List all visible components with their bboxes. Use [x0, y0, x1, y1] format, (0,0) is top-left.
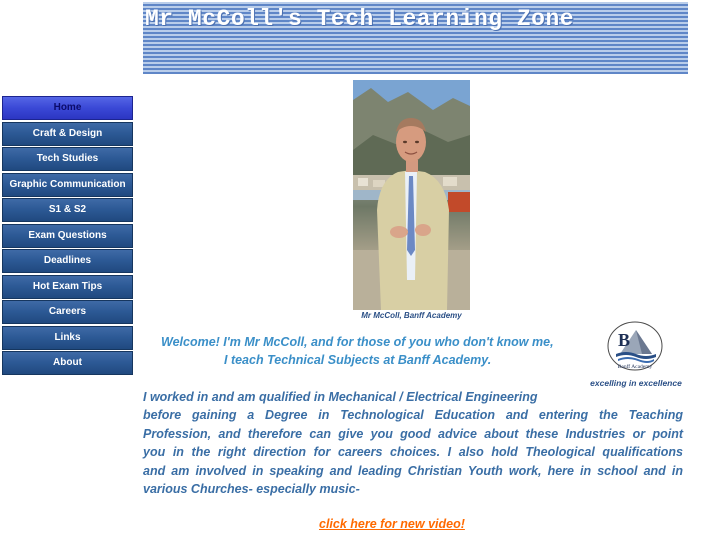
nav-item-craft-design[interactable]: Craft & Design: [2, 122, 133, 146]
intro-line: Profession, and therefore can give you good advice about these Industries or point: [143, 426, 683, 441]
logo-monogram: B: [618, 330, 631, 350]
nav-item-deadlines[interactable]: Deadlines: [2, 249, 133, 273]
intro-paragraph: [143, 388, 683, 498]
nav-item-home[interactable]: Home: [2, 96, 133, 120]
site-title: Mr McColl's Tech Learning Zone: [145, 6, 575, 32]
new-video-link[interactable]: click here for new video!: [319, 517, 465, 531]
banff-academy-logo-icon: [606, 320, 664, 372]
intro-line: I worked in and am qualified in Mechanical / Electrical Engineering: [143, 390, 538, 404]
logo-motto: excelling in excellence: [590, 378, 682, 388]
nav-item-s1-s2[interactable]: S1 & S2: [2, 198, 133, 222]
intro-line: various Churches- especially music-: [143, 482, 360, 497]
welcome-line-1: Welcome! I'm Mr McColl, and for those of you who don't know me,: [161, 335, 554, 349]
sidebar-nav: [2, 96, 133, 377]
nav-item-about[interactable]: About: [2, 351, 133, 375]
school-logo: [606, 320, 664, 372]
nav-item-tech-studies[interactable]: Tech Studies: [2, 147, 133, 171]
intro-line: and am involved in speaking and leading Christian Youth work, here in school and in: [143, 463, 683, 478]
teacher-photo: [353, 80, 470, 310]
nav-item-careers[interactable]: Careers: [2, 300, 133, 324]
intro-line: before gaining a Degree in Technological Education and entering the Teaching: [143, 408, 683, 423]
nav-item-exam-questions[interactable]: Exam Questions: [2, 224, 133, 248]
nav-item-graphic-communication[interactable]: Graphic Communication: [2, 173, 133, 197]
nav-item-links[interactable]: Links: [2, 326, 133, 350]
photo-caption: Mr McColl, Banff Academy: [361, 311, 462, 320]
intro-line: you in the right direction for careers choices. I also hold Theological qualifications: [143, 445, 683, 460]
logo-school-name: Banff Academy: [617, 364, 653, 370]
welcome-line-2: I teach Technical Subjects at Banff Academy.: [224, 353, 492, 367]
header-banner: [143, 2, 688, 74]
nav-item-hot-exam-tips[interactable]: Hot Exam Tips: [2, 275, 133, 299]
teacher-photo-illustration: [353, 80, 470, 310]
